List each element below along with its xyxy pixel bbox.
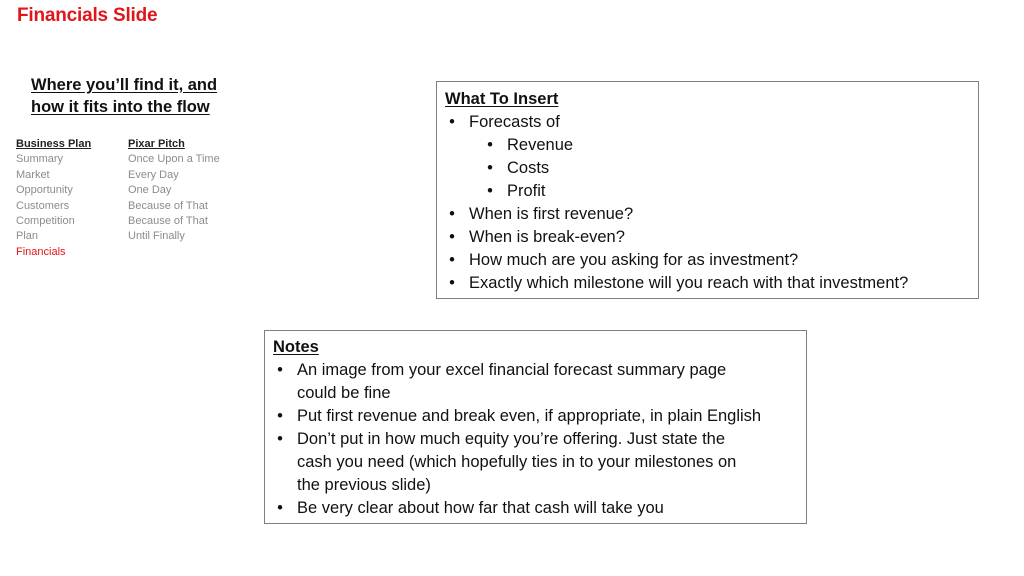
- note-line: Put first revenue and break even, if appropriate, in plain English: [297, 407, 762, 425]
- pixar-pitch-item: Every Day: [128, 168, 179, 181]
- notes-title: Notes: [273, 338, 319, 356]
- bullet-icon: •: [277, 499, 283, 517]
- what-to-insert-box: [436, 81, 979, 299]
- question-item: Exactly which milestone will you reach with that investment?: [469, 274, 909, 292]
- flow-heading-line-1: Where you’ll find it, and: [31, 76, 218, 94]
- list-item: [273, 405, 798, 428]
- list-item: [483, 134, 970, 157]
- note-line: cash you need (which hopefully ties in to your milestones on: [297, 453, 737, 471]
- flow-heading: [31, 74, 261, 118]
- business-plan-item: Customers: [16, 199, 70, 212]
- pixar-pitch-item: Because of That: [128, 199, 208, 212]
- bullet-icon: •: [277, 361, 283, 379]
- bullet-icon: •: [277, 407, 283, 425]
- bullet-icon: •: [277, 430, 283, 448]
- business-plan-item: Plan: [16, 230, 39, 243]
- bullet-icon: •: [449, 205, 455, 223]
- forecasts-label: Forecasts of: [469, 113, 560, 131]
- bullet-icon: •: [449, 228, 455, 246]
- pixar-pitch-item: Because of That: [128, 215, 208, 228]
- pixar-pitch-list: [128, 137, 220, 245]
- business-plan-item: Opportunity: [16, 184, 73, 197]
- pixar-pitch-item: One Day: [128, 184, 172, 197]
- bullet-icon: •: [449, 274, 455, 292]
- business-plan-item: Market: [16, 168, 50, 181]
- note-line: the previous slide): [297, 476, 431, 494]
- business-plan-item: Summary: [16, 153, 64, 166]
- business-plan-header: Business Plan: [16, 138, 92, 150]
- business-plan-list: [16, 137, 91, 260]
- list-item: [483, 157, 970, 180]
- notes-list: [273, 359, 798, 520]
- bullet-icon: •: [487, 182, 493, 200]
- business-plan-current-item: Financials: [16, 245, 66, 258]
- question-item: When is break-even?: [469, 228, 625, 246]
- pixar-pitch-item: Until Finally: [128, 230, 185, 243]
- bullet-icon: •: [449, 251, 455, 269]
- forecasts-sublist: [483, 134, 970, 203]
- list-item: [445, 203, 970, 226]
- flow-heading-line-2: how it fits into the flow: [31, 98, 210, 116]
- list-item: [445, 272, 970, 295]
- note-line: Be very clear about how far that cash will take you: [297, 499, 664, 517]
- pixar-pitch-item: Once Upon a Time: [128, 153, 220, 166]
- list-item: [445, 226, 970, 249]
- business-plan-item: Competition: [16, 215, 75, 228]
- list-item: [445, 111, 970, 203]
- what-to-insert-title: What To Insert: [445, 90, 559, 108]
- list-item: [273, 428, 798, 497]
- list-item: [273, 359, 798, 405]
- note-line: An image from your excel financial forecast summary page: [297, 361, 727, 379]
- list-item: [445, 249, 970, 272]
- list-item: [483, 180, 970, 203]
- question-item: When is first revenue?: [469, 205, 634, 223]
- list-item: [273, 497, 798, 520]
- what-to-insert-list: [445, 111, 970, 295]
- forecast-item: Revenue: [507, 136, 574, 154]
- question-item: How much are you asking for as investment?: [469, 251, 799, 269]
- pixar-pitch-header: Pixar Pitch: [128, 138, 185, 150]
- bullet-icon: •: [487, 159, 493, 177]
- notes-box: [264, 330, 807, 524]
- bullet-icon: •: [449, 113, 455, 131]
- forecast-item: Costs: [507, 159, 550, 177]
- note-line: Don’t put in how much equity you’re offering. Just state the: [297, 430, 726, 448]
- bullet-icon: •: [487, 136, 493, 154]
- slide-title: Financials Slide: [17, 5, 158, 26]
- note-line: could be fine: [297, 384, 391, 402]
- forecast-item: Profit: [507, 182, 546, 200]
